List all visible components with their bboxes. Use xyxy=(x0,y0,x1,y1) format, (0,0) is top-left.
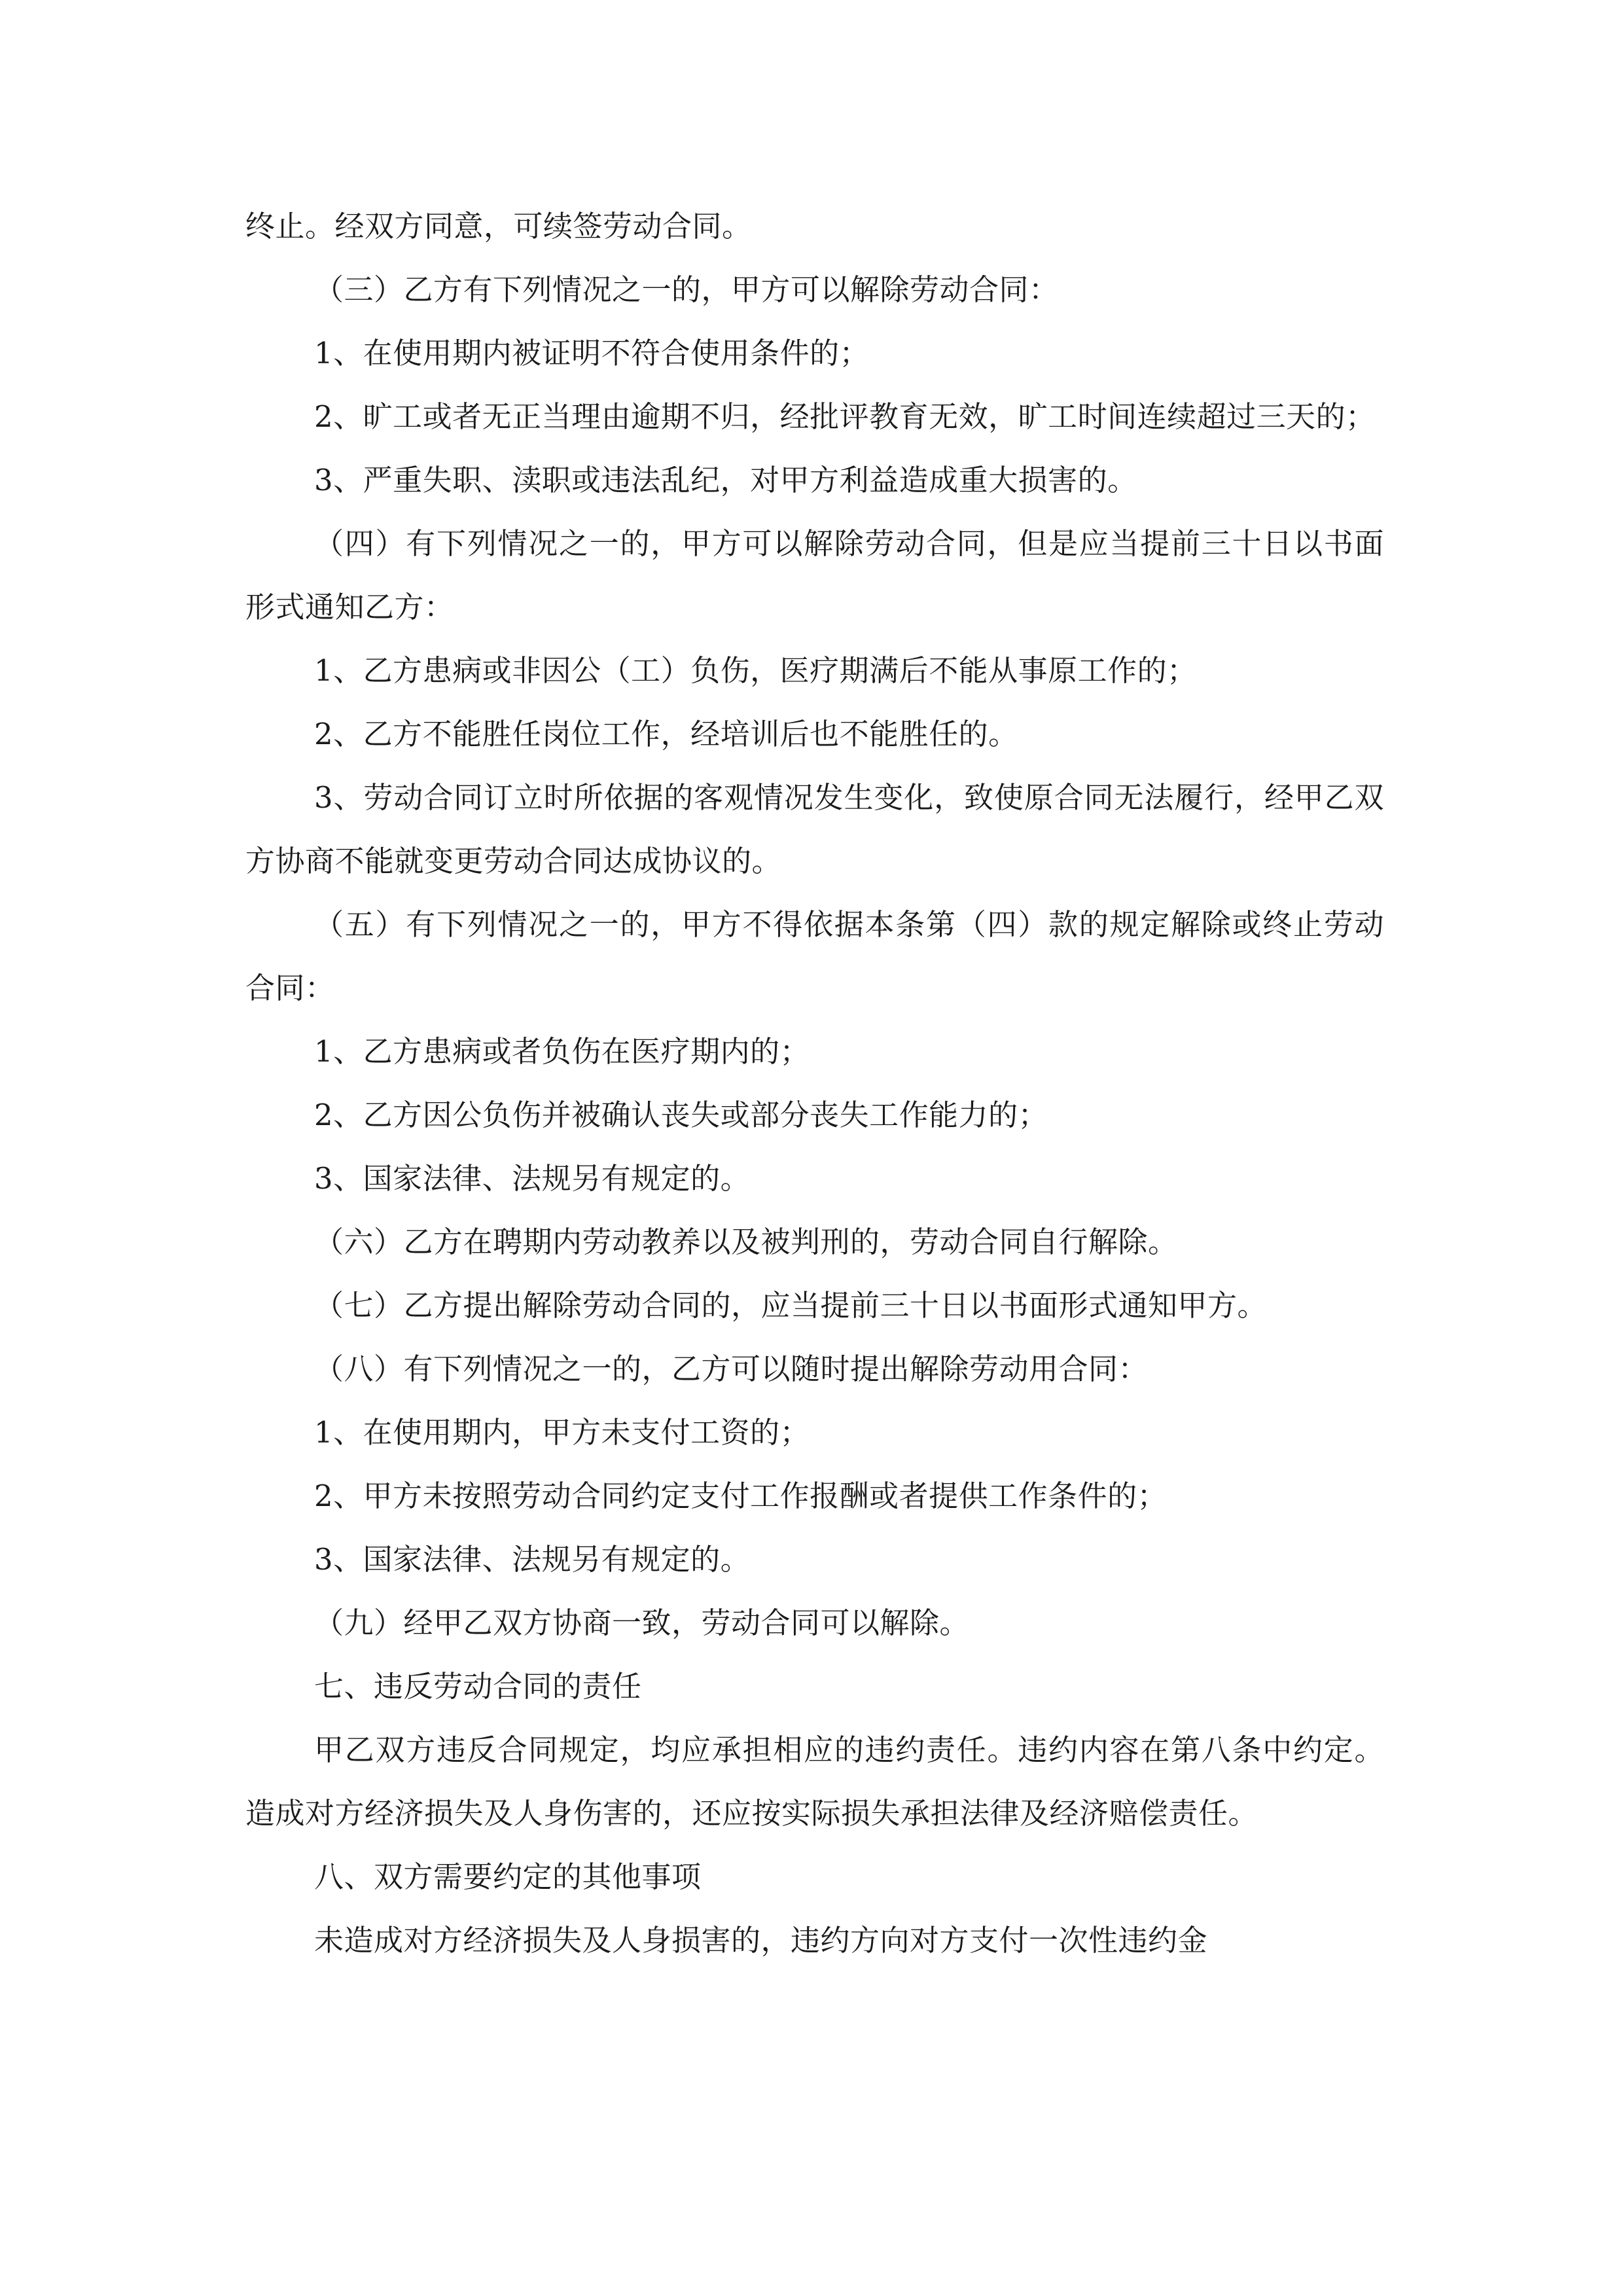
paragraph: （七）乙方提出解除劳动合同的，应当提前三十日以书面形式通知甲方。 xyxy=(314,1288,1268,1323)
paragraph: （六）乙方在聘期内劳动教养以及被判刑的，劳动合同自行解除。 xyxy=(314,1225,1178,1259)
paragraph: 1、在使用期内，甲方未支付工资的； xyxy=(314,1415,810,1450)
paragraph: 3、劳动合同订立时所依据的客观情况发生变化，致使原合同无法履行，经甲乙双方协商不能就变更劳动合同达成协议的。 xyxy=(245,780,1384,878)
paragraph: 1、乙方患病或非因公（工）负伤，医疗期满后不能从事原工作的； xyxy=(314,653,1197,688)
section-heading: 七、违反劳动合同的责任 xyxy=(314,1669,642,1704)
paragraph: 甲乙双方违反合同规定，均应承担相应的违约责任。违约内容在第八条中约定。造成对方经济损失及人身伤害的，还应按实际损失承担法律及经济赔偿责任。 xyxy=(245,1732,1384,1831)
paragraph: 2、乙方不能胜任岗位工作，经培训后也不能胜任的。 xyxy=(314,717,1018,751)
paragraph: 1、在使用期内被证明不符合使用条件的； xyxy=(314,336,870,370)
document-body xyxy=(245,194,1384,1972)
paragraph: （九）经甲乙双方协商一致，劳动合同可以解除。 xyxy=(314,1605,970,1640)
paragraph: 2、甲方未按照劳动合同约定支付工作报酬或者提供工作条件的； xyxy=(314,1479,1168,1513)
paragraph: （三）乙方有下列情况之一的，甲方可以解除劳动合同： xyxy=(314,272,1059,307)
paragraph: （五）有下列情况之一的，甲方不得依据本条第（四）款的规定解除或终止劳动合同： xyxy=(245,907,1384,1005)
paragraph: 3、国家法律、法规另有规定的。 xyxy=(314,1161,751,1196)
paragraph: 1、乙方患病或者负伤在医疗期内的； xyxy=(314,1034,810,1069)
paragraph: 终止。经双方同意，可续签劳动合同。 xyxy=(245,209,752,243)
section-heading: 八、双方需要约定的其他事项 xyxy=(314,1859,702,1894)
paragraph: 2、旷工或者无正当理由逾期不归，经批评教育无效，旷工时间连续超过三天的； xyxy=(314,399,1376,434)
paragraph: 2、乙方因公负伤并被确认丧失或部分丧失工作能力的； xyxy=(314,1098,1048,1132)
paragraph: 3、严重失职、渎职或违法乱纪，对甲方利益造成重大损害的。 xyxy=(314,463,1137,497)
paragraph: （八）有下列情况之一的，乙方可以随时提出解除劳动用合同： xyxy=(314,1352,1149,1386)
paragraph: （四）有下列情况之一的，甲方可以解除劳动合同，但是应当提前三十日以书面形式通知乙方： xyxy=(245,526,1384,624)
paragraph: 未造成对方经济损失及人身损害的，违约方向对方支付一次性违约金 xyxy=(314,1923,1208,1958)
paragraph: 3、国家法律、法规另有规定的。 xyxy=(314,1542,751,1577)
